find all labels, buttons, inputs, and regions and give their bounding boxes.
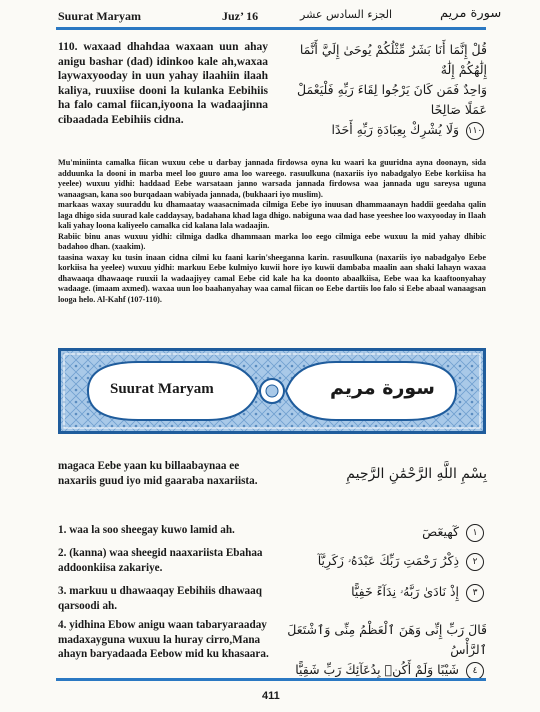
running-header-arabic-sura: سورة مريم <box>440 6 502 21</box>
running-header-juz: Juz’ 16 <box>222 9 259 23</box>
verse-2-translation: 2. (kanna) waa sheegid naaxariista Ebahaa addoonkiisa zakariye. <box>58 547 263 574</box>
verse-4-translation: 4. yidhina Ebow anigu waan tabaryaraaday madaxayguna wuxuu la huray cirro,Mana ahayn baryadaada Eebow mid ku khasaara. <box>58 619 269 660</box>
header-rule <box>56 27 486 30</box>
commentary-paragraph: taasina waxay ku tusin inaan cidna cilmi ku faani karin'sheeganna karin. rasuulkuna (naxariis iyo nabadgalyo Eebe korkiisa ha yeelee) wuxuu yidhi: markuu Eebe kulmiyo kuwii hore iyo kuwii dambaba maalin aan shaki lahayn waxaa dhawaaqa dhawaaqe ruuxii la wadaajiyey camal Eebe cid kale ha ka doonto abaalkiisa, Eebe waa ka kaaftoonyahay wadaage. (imaam axmed). waxaa uun loo baahanyahay waa camal fiican oo Eebe dartiis loo falo si Eebe abaal wanaagsan looga helo. Al-Kahf (107-110). <box>58 252 486 304</box>
commentary-block <box>58 158 486 305</box>
running-header-arabic-juz: الجزء السادس عشر <box>300 8 393 21</box>
banner-title: Suurat Maryam <box>110 381 214 397</box>
commentary-paragraph: Mu'miniinta camalka fiican wuxuu cebe u darbay jannada firdowsa oyna ku waari ka guuridna ayna doonayn, sida adduunka la dooni in marba meel loo guuro ama loo wareego. rasuulkuna (naxariis iyo nabadgalyo Eebe korkiisa ha yeelee) wuxuu yidhi: haddaad Eebe warsataan janno warsada jannada firdowsa waa jannada ugu sareysa uguna wanaagsan, kana soo burqadaan wabiyada jannada, (bukhaari iyo muslim). <box>58 158 486 199</box>
verse-110-arabic <box>282 40 487 140</box>
running-header-sura: Suurat Maryam <box>58 9 141 23</box>
verse-number-ring: ٢ <box>466 553 484 571</box>
verse-3-arabic: ٣ إِذْ نَادَىٰ رَبَّهُۥ نِدَآءً خَفِيًّا <box>300 582 487 602</box>
verse-number-ring: ٤ <box>466 662 484 680</box>
verse-1-arabic: ١ كٓهيعٓصٓ <box>330 522 487 542</box>
verse-110-translation: 110. waxaad dhahdaa waxaan uun ahay anigu bashar (dad) idinkoo kale ah,waxaa laywaxyooday in uun yahay ilaahiin ilaah kaliya, ruuxiise dooni la kulanka Eebihiis ha falo camal fiican,iyoona la wadaajinna cibaadada Eebihiis cidna. <box>58 41 268 126</box>
verse-4-arabic-line-2: ٤ شَيْبًا وَلَمْ أَكُنۢ بِدُعَآئِكَ رَبِّ شَقِيًّا <box>282 660 487 680</box>
footer-rule <box>56 678 486 681</box>
verse-1-translation: 1. waa la soo sheegay kuwo lamid ah. <box>58 524 235 536</box>
verse-2-arabic: ٢ ذِكْرُ رَحْمَتِ رَبِّكَ عَبْدَهُۥ زَكَرِيَّآ <box>282 551 487 571</box>
verse-110-arabic-line-3: ١١٠ وَلَا يُشْرِكْ بِعِبَادَةِ رَبِّهِ أَحَدًا <box>282 120 487 140</box>
verse-3-translation: 3. markuu u dhawaaqay Eebihiis dhawaaq qarsoodi ah. <box>58 585 262 612</box>
verse-4-arabic <box>282 620 487 680</box>
sura-banner <box>58 348 486 434</box>
verse-110-arabic-line-1: قُلْ إِنَّمَا أَنَا بَشَرٌ مِّثْلُكُمْ يُوحَىٰ إِلَيَّ أَنَّمَا إِلَٰهُكُمْ إِلَٰهٌ <box>299 42 487 77</box>
commentary-paragraph: Rabiic binu anas wuxuu yidhi: cilmiga dadka dhammaan marka loo eego cilmiga eebe wuxuu la mid yahay dhibic badahoo dhan. (xaakim). <box>58 231 486 251</box>
verse-110-arabic-line-2: وَاحِدٌ فَمَن كَانَ يَرْجُوا لِقَاءَ رَبِّهِ فَلْيَعْمَلْ عَمَلًا صَالِحًا <box>297 82 487 117</box>
commentary-paragraph: markaas waxay suuraddu ku dhamaatay waasacnimada cilmiga Eebe iyo inuusan dhammaanayn haddii geedaha qalin laga dhigo sida suurad kale caddaysay, badahana khad laga dhigo. nabiguna waa dad hase yeeshee loo waxyooday in Ilaah kali yahay loona kaliyeelo camalka cid kalana lala wadaajin. <box>58 200 486 230</box>
page-number: 411 <box>262 690 280 702</box>
bismillah-arabic: بِسْمِ اللَّهِ الرَّحْمَٰنِ الرَّحِيمِ <box>346 466 487 482</box>
verse-number-ring: ٣ <box>466 584 484 602</box>
bismillah-translation: magaca Eebe yaan ku billaabaynaa ee naxariis guud iyo mid gaaraba naxariista. <box>58 460 258 487</box>
banner-arabic-title: سورة مريم <box>330 377 435 399</box>
verse-4-arabic-line-1: قَالَ رَبِّ إِنِّى وَهَنَ ٱلْعَظْمُ مِنِّى وَٱشْتَعَلَ ٱلرَّأْسُ <box>287 622 487 657</box>
verse-number-ring: ١١٠ <box>466 122 484 140</box>
verse-number-ring: ١ <box>466 524 484 542</box>
